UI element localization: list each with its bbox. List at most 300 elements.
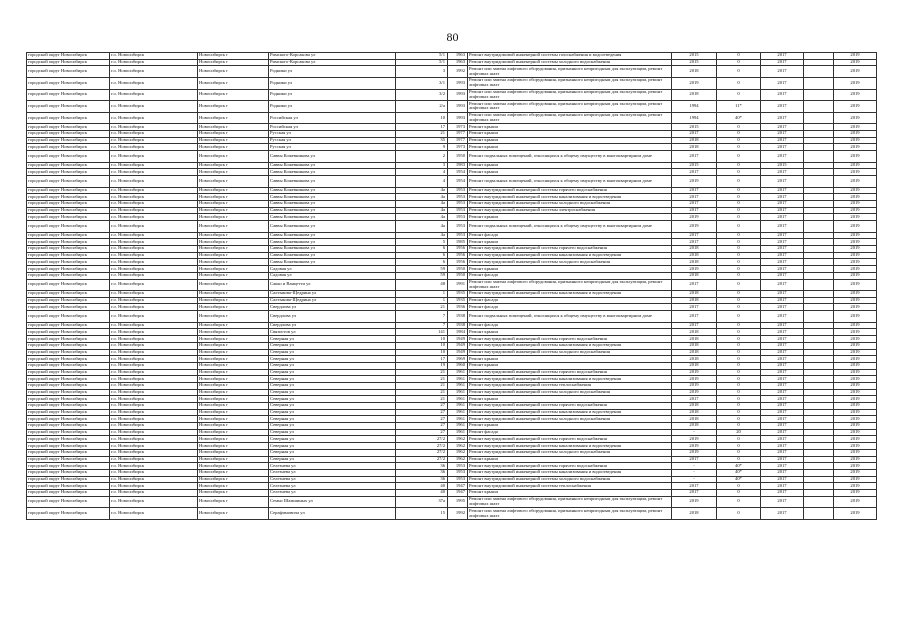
table-row [27, 456, 877, 463]
build-year-cell: 1962 [448, 443, 468, 450]
wear-percent-cell: 40* [717, 469, 761, 476]
spacer-cell [804, 291, 834, 298]
city-cell: Новосибирск г [198, 151, 269, 163]
build-year-cell: 1995 [448, 496, 468, 508]
wear-percent-cell: 0 [717, 329, 761, 336]
street-cell: Саввы Кожевникова ул [269, 239, 396, 246]
plan-end-cell: 2019 [834, 151, 877, 163]
build-year-cell: 1936 [448, 304, 468, 311]
last-repair-year-cell: 2017 [672, 489, 717, 496]
spacer-cell [804, 279, 834, 291]
district-cell: городской округ Новосибирск [27, 416, 110, 423]
build-year-cell: 1961 [448, 416, 468, 423]
street-cell: Римского-Корсакова ул [269, 59, 396, 66]
municipality-cell: г.о. Новосибирск [110, 469, 198, 476]
work-type-cell: Ремонт крыши [468, 356, 672, 363]
spacer-cell [804, 436, 834, 443]
plan-end-cell: 2019 [834, 436, 877, 443]
build-year-cell: 1961 [448, 403, 468, 410]
plan-start-cell: 2017 [761, 416, 804, 423]
district-cell: городской округ Новосибирск [27, 112, 110, 124]
wear-percent-cell: 0 [717, 272, 761, 279]
street-cell: Саввы Кожевникова ул [269, 252, 396, 259]
table-row [27, 508, 877, 520]
spacer-cell [804, 449, 834, 456]
plan-end-cell: 2019 [834, 101, 877, 113]
district-cell: городской округ Новосибирск [27, 101, 110, 113]
build-year-cell: 1992 [448, 66, 468, 78]
city-cell: Новосибирск г [198, 131, 269, 138]
plan-end-cell: 2019 [834, 252, 877, 259]
municipality-cell: г.о. Новосибирск [110, 59, 198, 66]
table-row [27, 144, 877, 151]
house-number-cell: 27 [396, 423, 448, 430]
district-cell: городской округ Новосибирск [27, 423, 110, 430]
municipality-cell: г.о. Новосибирск [110, 403, 198, 410]
plan-start-cell: 2017 [761, 469, 804, 476]
municipality-cell: г.о. Новосибирск [110, 131, 198, 138]
plan-start-cell: 2017 [761, 239, 804, 246]
city-cell: Новосибирск г [198, 329, 269, 336]
city-cell: Новосибирск г [198, 342, 269, 349]
plan-start-cell: 2017 [761, 201, 804, 208]
work-type-cell: Ремонт внутридомовой инженерной системы холодного водоснабжения [468, 201, 672, 208]
house-number-cell: 5 [396, 239, 448, 246]
table-row [27, 53, 877, 60]
house-number-cell: 27/2 [396, 449, 448, 456]
last-repair-year-cell: 2019 [672, 443, 717, 450]
spacer-cell [804, 483, 834, 490]
work-type-cell: Ремонт внутридомовой инженерной системы горячего водоснабжения [468, 369, 672, 376]
district-cell: городской округ Новосибирск [27, 131, 110, 138]
build-year-cell: 1993 [448, 77, 468, 89]
plan-end-cell: 2019 [834, 349, 877, 356]
plan-start-cell: 2017 [761, 89, 804, 101]
street-cell: Саввы Кожевникова ул [269, 151, 396, 163]
wear-percent-cell: 0 [717, 162, 761, 169]
plan-end-cell: 2019 [834, 124, 877, 131]
district-cell: городской округ Новосибирск [27, 376, 110, 383]
city-cell: Новосибирск г [198, 279, 269, 291]
spacer-cell [804, 59, 834, 66]
municipality-cell: г.о. Новосибирск [110, 463, 198, 470]
work-type-cell: Ремонт фасада [468, 297, 672, 304]
table-row [27, 137, 877, 144]
house-number-cell: 10 [396, 336, 448, 343]
table-row [27, 443, 877, 450]
plan-end-cell: 2019 [834, 449, 877, 456]
wear-percent-cell: 0 [717, 266, 761, 273]
city-cell: Новосибирск г [198, 382, 269, 389]
plan-end-cell: 2019 [834, 429, 877, 436]
city-cell: Новосибирск г [198, 376, 269, 383]
city-cell: Новосибирск г [198, 496, 269, 508]
last-repair-year-cell: - [672, 429, 717, 436]
plan-start-cell: 2017 [761, 349, 804, 356]
plan-start-cell: 2017 [761, 124, 804, 131]
plan-start-cell: 2017 [761, 456, 804, 463]
street-cell: Свердлова ул [269, 322, 396, 329]
last-repair-year-cell: 2018 [672, 259, 717, 266]
street-cell: Саввы Кожевникова ул [269, 162, 396, 169]
last-repair-year-cell: 2018 [672, 362, 717, 369]
district-cell: городской округ Новосибирск [27, 469, 110, 476]
district-cell: городской округ Новосибирск [27, 463, 110, 470]
plan-end-cell: 2019 [834, 423, 877, 430]
work-type-cell: Ремонт крыши [468, 266, 672, 273]
municipality-cell: г.о. Новосибирск [110, 266, 198, 273]
street-cell: Селезнева ул [269, 463, 396, 470]
municipality-cell: г.о. Новосибирск [110, 239, 198, 246]
table-row [27, 112, 877, 124]
city-cell: Новосибирск г [198, 463, 269, 470]
street-cell: Связистов ул [269, 329, 396, 336]
last-repair-year-cell: 2015 [672, 124, 717, 131]
plan-end-cell: 2019 [834, 476, 877, 483]
wear-percent-cell: 40* [717, 476, 761, 483]
spacer-cell [804, 77, 834, 89]
house-number-cell: 4а [396, 221, 448, 233]
wear-percent-cell: 0 [717, 221, 761, 233]
municipality-cell: г.о. Новосибирск [110, 297, 198, 304]
table-row [27, 403, 877, 410]
municipality-cell: г.о. Новосибирск [110, 144, 198, 151]
last-repair-year-cell: 2017 [672, 304, 717, 311]
build-year-cell: 1953 [448, 187, 468, 194]
wear-percent-cell: 0 [717, 376, 761, 383]
plan-start-cell: 2017 [761, 297, 804, 304]
municipality-cell: г.о. Новосибирск [110, 382, 198, 389]
build-year-cell: 1947 [448, 489, 468, 496]
work-type-cell: Ремонт или замена лифтового оборудования, признанного непригодным для эксплуатации, ремонт лифтовых шахт [468, 77, 672, 89]
plan-start-cell: 2017 [761, 329, 804, 336]
house-number-cell: 21 [396, 369, 448, 376]
plan-end-cell: 2019 [834, 239, 877, 246]
last-repair-year-cell: 2018 [672, 137, 717, 144]
municipality-cell: г.о. Новосибирск [110, 259, 198, 266]
table-row [27, 489, 877, 496]
district-cell: городской округ Новосибирск [27, 476, 110, 483]
plan-end-cell: 2019 [834, 304, 877, 311]
plan-start-cell: 2017 [761, 436, 804, 443]
last-repair-year-cell: - [672, 469, 717, 476]
plan-end-cell: 2019 [834, 496, 877, 508]
wear-percent-cell: 0 [717, 456, 761, 463]
spacer-cell [804, 66, 834, 78]
street-cell: Северная ул [269, 382, 396, 389]
city-cell: Новосибирск г [198, 187, 269, 194]
build-year-cell: 1963 [448, 59, 468, 66]
municipality-cell: г.о. Новосибирск [110, 496, 198, 508]
street-cell: Свердлова ул [269, 304, 396, 311]
build-year-cell: 1953 [448, 207, 468, 214]
street-cell: Северная ул [269, 416, 396, 423]
house-number-cell: 4а [396, 207, 448, 214]
municipality-cell: г.о. Новосибирск [110, 272, 198, 279]
house-number-cell: 3 [396, 66, 448, 78]
district-cell: городской округ Новосибирск [27, 496, 110, 508]
city-cell: Новосибирск г [198, 449, 269, 456]
work-type-cell: Ремонт крыши [468, 456, 672, 463]
work-type-cell: Ремонт внутридомовой инженерной системы горячего водоснабжения [468, 187, 672, 194]
last-repair-year-cell: 2018 [672, 89, 717, 101]
house-number-cell: 4а [396, 187, 448, 194]
municipality-cell: г.о. Новосибирск [110, 279, 198, 291]
table-row [27, 396, 877, 403]
last-repair-year-cell: 2018 [672, 272, 717, 279]
work-type-cell: Ремонт внутридомовой инженерной системы холодного водоснабжения [468, 389, 672, 396]
city-cell: Новосибирск г [198, 252, 269, 259]
build-year-cell: 1973 [448, 144, 468, 151]
spacer-cell [804, 336, 834, 343]
table-row [27, 169, 877, 176]
municipality-cell: г.о. Новосибирск [110, 311, 198, 323]
house-number-cell: 1 [396, 297, 448, 304]
wear-percent-cell: 0 [717, 311, 761, 323]
plan-end-cell: 2019 [834, 463, 877, 470]
plan-end-cell: 2019 [834, 77, 877, 89]
build-year-cell: 1961 [448, 382, 468, 389]
district-cell: городской округ Новосибирск [27, 436, 110, 443]
plan-end-cell: 2019 [834, 409, 877, 416]
municipality-cell: г.о. Новосибирск [110, 304, 198, 311]
plan-start-cell: 2017 [761, 252, 804, 259]
plan-end-cell: 2019 [834, 508, 877, 520]
house-number-cell: 27 [396, 416, 448, 423]
city-cell: Новосибирск г [198, 162, 269, 169]
district-cell: городской округ Новосибирск [27, 124, 110, 131]
table-row [27, 389, 877, 396]
last-repair-year-cell: 2018 [672, 349, 717, 356]
wear-percent-cell: 11* [717, 101, 761, 113]
district-cell: городской округ Новосибирск [27, 279, 110, 291]
last-repair-year-cell: 2017 [672, 311, 717, 323]
district-cell: городской округ Новосибирск [27, 342, 110, 349]
city-cell: Новосибирск г [198, 508, 269, 520]
city-cell: Новосибирск г [198, 389, 269, 396]
table-row [27, 151, 877, 163]
municipality-cell: г.о. Новосибирск [110, 137, 198, 144]
city-cell: Новосибирск г [198, 266, 269, 273]
wear-percent-cell: 0 [717, 322, 761, 329]
build-year-cell: 1961 [448, 429, 468, 436]
street-cell: Селезнева ул [269, 489, 396, 496]
table-row [27, 449, 877, 456]
plan-end-cell: 2019 [834, 376, 877, 383]
plan-start-cell: 2017 [761, 272, 804, 279]
municipality-cell: г.о. Новосибирск [110, 489, 198, 496]
last-repair-year-cell: 2017 [672, 201, 717, 208]
build-year-cell: 1963 [448, 53, 468, 60]
table-row [27, 304, 877, 311]
work-type-cell: Ремонт подвальных помещений, относящихся к общему имуществу в многоквартирном доме [468, 311, 672, 323]
plan-start-cell: 2017 [761, 291, 804, 298]
district-cell: городской округ Новосибирск [27, 449, 110, 456]
plan-start-cell: 2017 [761, 221, 804, 233]
build-year-cell: 1949 [448, 336, 468, 343]
house-number-cell: 10 [396, 112, 448, 124]
house-number-cell: 141 [396, 329, 448, 336]
plan-start-cell: 2017 [761, 369, 804, 376]
district-cell: городской округ Новосибирск [27, 221, 110, 233]
street-cell: Салтыкова-Щедрина ул [269, 291, 396, 298]
plan-end-cell: 2019 [834, 137, 877, 144]
last-repair-year-cell: 2018 [672, 336, 717, 343]
district-cell: городской округ Новосибирск [27, 322, 110, 329]
house-number-cell: 4 [396, 169, 448, 176]
wear-percent-cell: 0 [717, 362, 761, 369]
wear-percent-cell: 0 [717, 349, 761, 356]
wear-percent-cell: 0 [717, 423, 761, 430]
plan-start-cell: 2017 [761, 476, 804, 483]
street-cell: Салтыкова-Щедрина ул [269, 297, 396, 304]
plan-start-cell: 2017 [761, 279, 804, 291]
work-type-cell: Ремонт фасада [468, 322, 672, 329]
city-cell: Новосибирск г [198, 456, 269, 463]
last-repair-year-cell: 2018 [672, 329, 717, 336]
district-cell: городской округ Новосибирск [27, 66, 110, 78]
house-number-cell: 19 [396, 362, 448, 369]
municipality-cell: г.о. Новосибирск [110, 449, 198, 456]
plan-end-cell: 2019 [834, 396, 877, 403]
house-number-cell: 37а [396, 496, 448, 508]
plan-start-cell: 2017 [761, 376, 804, 383]
municipality-cell: г.о. Новосибирск [110, 508, 198, 520]
build-year-cell: 1993 [448, 101, 468, 113]
district-cell: городской округ Новосибирск [27, 489, 110, 496]
plan-end-cell: 2019 [834, 489, 877, 496]
city-cell: Новосибирск г [198, 322, 269, 329]
house-number-cell: 3 [396, 162, 448, 169]
last-repair-year-cell: 2019 [672, 221, 717, 233]
house-number-cell: 10 [396, 349, 448, 356]
last-repair-year-cell: 2018 [672, 246, 717, 253]
district-cell: городской округ Новосибирск [27, 456, 110, 463]
municipality-cell: г.о. Новосибирск [110, 389, 198, 396]
plan-end-cell: 2019 [834, 266, 877, 273]
municipality-cell: г.о. Новосибирск [110, 124, 198, 131]
plan-end-cell: 2019 [834, 403, 877, 410]
house-number-cell: 1 [396, 291, 448, 298]
build-year-cell: 1992 [448, 508, 468, 520]
last-repair-year-cell: - [672, 476, 717, 483]
city-cell: Новосибирск г [198, 112, 269, 124]
plan-start-cell: 2017 [761, 463, 804, 470]
spacer-cell [804, 53, 834, 60]
house-number-cell: 9 [396, 144, 448, 151]
table-row [27, 382, 877, 389]
street-cell: Северная ул [269, 342, 396, 349]
plan-start-cell: 2017 [761, 77, 804, 89]
plan-end-cell: 2019 [834, 443, 877, 450]
plan-end-cell: 2019 [834, 246, 877, 253]
city-cell: Новосибирск г [198, 144, 269, 151]
city-cell: Новосибирск г [198, 207, 269, 214]
municipality-cell: г.о. Новосибирск [110, 214, 198, 221]
wear-percent-cell: 0 [717, 409, 761, 416]
house-number-cell: 21 [396, 382, 448, 389]
wear-percent-cell: 0 [717, 214, 761, 221]
spacer-cell [804, 429, 834, 436]
street-cell: Северная ул [269, 369, 396, 376]
wear-percent-cell: 0 [717, 246, 761, 253]
plan-end-cell: 2019 [834, 232, 877, 239]
plan-end-cell: 2019 [834, 336, 877, 343]
district-cell: городской округ Новосибирск [27, 214, 110, 221]
plan-start-cell: 2017 [761, 311, 804, 323]
table-row [27, 409, 877, 416]
city-cell: Новосибирск г [198, 246, 269, 253]
work-type-cell: Ремонт крыши [468, 329, 672, 336]
street-cell: Селезнева ул [269, 476, 396, 483]
spacer-cell [804, 162, 834, 169]
district-cell: городской округ Новосибирск [27, 272, 110, 279]
last-repair-year-cell: 2019 [672, 376, 717, 383]
city-cell: Новосибирск г [198, 489, 269, 496]
plan-start-cell: 2017 [761, 259, 804, 266]
house-number-cell: 27 [396, 409, 448, 416]
last-repair-year-cell: 2017 [672, 131, 717, 138]
district-cell: городской округ Новосибирск [27, 297, 110, 304]
wear-percent-cell: 0 [717, 356, 761, 363]
city-cell: Новосибирск г [198, 396, 269, 403]
spacer-cell [804, 194, 834, 201]
work-type-cell: Ремонт фасада [468, 429, 672, 436]
city-cell: Новосибирск г [198, 66, 269, 78]
last-repair-year-cell: 2018 [672, 342, 717, 349]
city-cell: Новосибирск г [198, 221, 269, 233]
wear-percent-cell: 0 [717, 279, 761, 291]
municipality-cell: г.о. Новосибирск [110, 112, 198, 124]
spacer-cell [804, 362, 834, 369]
street-cell: Северная ул [269, 456, 396, 463]
district-cell: городской округ Новосибирск [27, 409, 110, 416]
build-year-cell: 1977 [448, 137, 468, 144]
house-number-cell: 27 [396, 429, 448, 436]
city-cell: Новосибирск г [198, 194, 269, 201]
plan-start-cell: 2017 [761, 496, 804, 508]
wear-percent-cell: 0 [717, 131, 761, 138]
wear-percent-cell: 0 [717, 124, 761, 131]
table-row [27, 266, 877, 273]
plan-start-cell: 2017 [761, 449, 804, 456]
build-year-cell: 1960 [448, 362, 468, 369]
spacer-cell [804, 443, 834, 450]
plan-start-cell: 2017 [761, 53, 804, 60]
last-repair-year-cell: 2015 [672, 53, 717, 60]
build-year-cell: 1956 [448, 259, 468, 266]
spacer-cell [804, 463, 834, 470]
house-number-cell: 5/1 [396, 53, 448, 60]
build-year-cell: 1993 [448, 112, 468, 124]
district-cell: городской округ Новосибирск [27, 429, 110, 436]
district-cell: городской округ Новосибирск [27, 137, 110, 144]
last-repair-year-cell: 1994 [672, 112, 717, 124]
house-number-cell: 27/2 [396, 456, 448, 463]
street-cell: Семьи Шамшиных ул [269, 496, 396, 508]
work-type-cell: Ремонт внутридомовой инженерной системы холодного водоснабжения [468, 476, 672, 483]
street-cell: Северная ул [269, 356, 396, 363]
street-cell: Саввы Кожевникова ул [269, 246, 396, 253]
municipality-cell: г.о. Новосибирск [110, 89, 198, 101]
spacer-cell [804, 496, 834, 508]
wear-percent-cell: 0 [717, 59, 761, 66]
wear-percent-cell: 0 [717, 176, 761, 188]
house-number-cell: 6 [396, 259, 448, 266]
spacer-cell [804, 176, 834, 188]
municipality-cell: г.о. Новосибирск [110, 322, 198, 329]
plan-start-cell: 2017 [761, 389, 804, 396]
